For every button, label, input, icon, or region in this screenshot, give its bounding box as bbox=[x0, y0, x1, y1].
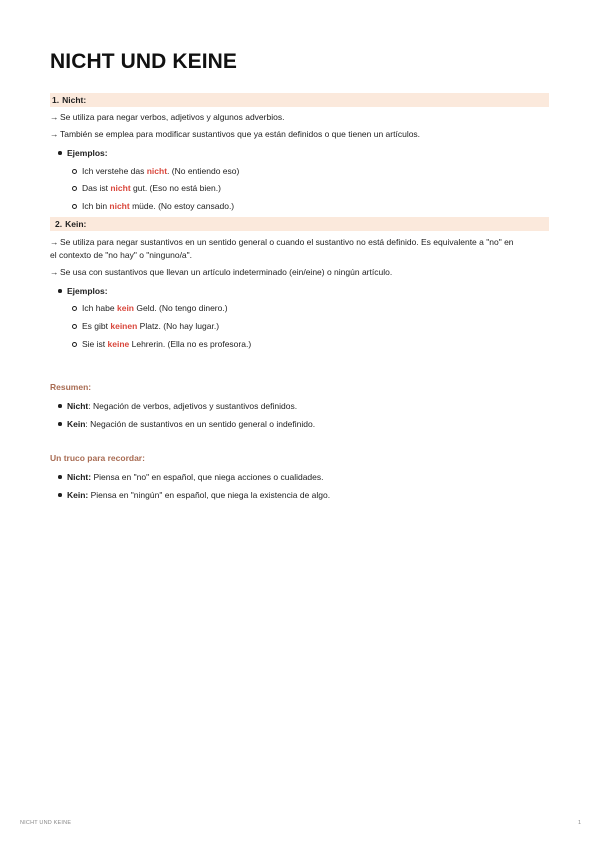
trick-heading: Un truco para recordar: bbox=[50, 453, 145, 463]
bullet-dot-icon bbox=[58, 493, 62, 497]
bullet-circle-icon bbox=[72, 186, 77, 191]
arrow-right-icon: → bbox=[50, 267, 59, 277]
examples-heading: Ejemplos: bbox=[67, 285, 108, 297]
examples-heading: Ejemplos: bbox=[67, 147, 108, 159]
bullet-circle-icon bbox=[72, 204, 77, 209]
footer-page-number: 1 bbox=[578, 820, 582, 826]
bullet-dot-icon bbox=[58, 404, 62, 408]
trick-item: Nicht: Piensa en "no" en español, que niega acciones o cualidades. bbox=[67, 471, 324, 483]
bullet-circle-icon bbox=[72, 342, 77, 347]
example-item: Sie ist keine Lehrerin. (Ella no es profesora.) bbox=[82, 338, 251, 350]
bullet-dot-icon bbox=[58, 151, 62, 155]
section-number: 1. bbox=[52, 95, 60, 105]
summary-item: Kein: Negación de sustantivos en un sentido general o indefinido. bbox=[67, 418, 315, 430]
section-label: Kein: bbox=[65, 219, 87, 229]
example-item: Das ist nicht gut. (Eso no está bien.) bbox=[82, 182, 221, 194]
bullet-circle-icon bbox=[72, 306, 77, 311]
example-item: Es gibt keinen Platz. (No hay lugar.) bbox=[82, 320, 219, 332]
section-header-nicht bbox=[50, 93, 549, 107]
bullet-dot-icon bbox=[58, 289, 62, 293]
section-header-kein bbox=[50, 217, 549, 231]
arrow-right-icon: → bbox=[50, 129, 59, 139]
example-item: Ich habe kein Geld. (No tengo dinero.) bbox=[82, 302, 228, 314]
summary-heading: Resumen: bbox=[50, 382, 92, 392]
summary-item: Nicht: Negación de verbos, adjetivos y sustantivos definidos. bbox=[67, 400, 297, 412]
nicht-point-1: → Se utiliza para negar verbos, adjetivos y algunos adverbios. bbox=[50, 112, 285, 122]
trick-item: Kein: Piensa en "ningún" en español, que niega la existencia de algo. bbox=[67, 489, 330, 501]
example-item: Ich bin nicht müde. (No estoy cansado.) bbox=[82, 200, 234, 212]
section-number: 2. bbox=[55, 219, 63, 229]
section-label: Nicht: bbox=[62, 95, 87, 105]
bullet-circle-icon bbox=[72, 324, 77, 329]
arrow-right-icon: → bbox=[50, 112, 59, 122]
footer-title: NICHT UND KEINE bbox=[20, 820, 72, 826]
nicht-point-2: → También se emplea para modificar sustantivos que ya están definidos o que tienen un artículos. bbox=[50, 129, 421, 139]
example-item: Ich verstehe das nicht. (No entiendo eso) bbox=[82, 165, 239, 177]
page-title: NICHT UND KEINE bbox=[50, 50, 238, 73]
bullet-dot-icon bbox=[58, 422, 62, 426]
bullet-circle-icon bbox=[72, 169, 77, 174]
arrow-right-icon: → bbox=[50, 237, 59, 247]
bullet-dot-icon bbox=[58, 475, 62, 479]
kein-point-1: → Se utiliza para negar sustantivos en un sentido general o cuando el sustantivo no está definido. Es equivalente a "no" en el contexto de "no hay" o "ninguno/a". bbox=[50, 237, 514, 260]
kein-point-2: → Se usa con sustantivos que llevan un artículo indeterminado (ein/eine) o ningún artículo. bbox=[50, 267, 393, 277]
